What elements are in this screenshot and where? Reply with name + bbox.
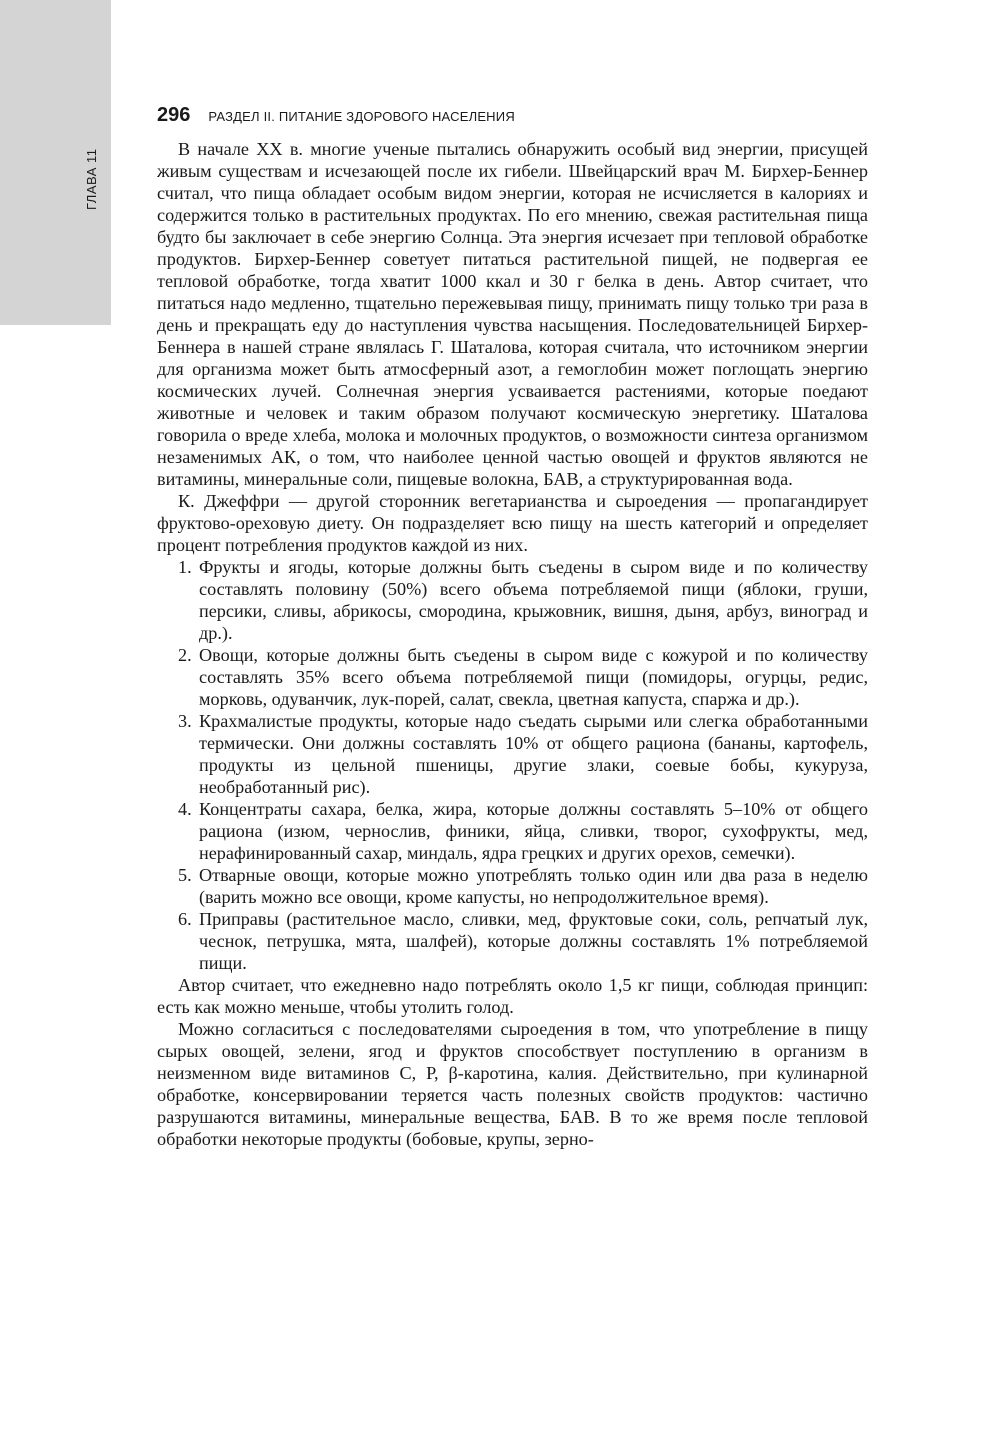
list-item-text: Концентраты сахара, белка, жира, которые должны составлять 5–10% от общего рациона (изюм, чернослив, финики, яйца, сливки, творог, сухофрукты, мед, нерафинированный сахар, миндаль, ядра грецких и других орехов, семечки).	[199, 799, 868, 863]
chapter-label: ГЛАВА 11	[84, 148, 99, 210]
list-item	[157, 798, 868, 864]
list-item-number: 4.	[178, 799, 192, 819]
list-item-text: Овощи, которые должны быть съедены в сыром виде с кожурой и по количеству составлять 35% всего объема потребляемой пищи (помидоры, огурцы, редис, морковь, одуванчик, лук-порей, салат, свекла, цветная капуста, спаржа и др.).	[199, 645, 868, 709]
list-item	[157, 556, 868, 644]
page-body	[157, 138, 868, 1150]
list-item-text: Отварные овощи, которые можно употреблять только один или два раза в неделю (варить можно все овощи, кроме капусты, но непродолжительное время).	[199, 865, 868, 907]
list-item-number: 3.	[178, 711, 192, 731]
running-head	[157, 104, 515, 127]
list-item-text: Крахмалистые продукты, которые надо съедать сырыми или слегка обработанными термически. Они должны составлять 10% от общего рациона (бананы, картофель, продукты из цельной пшеницы, другие злаки, соевые бобы, кукуруза, необработанный рис).	[199, 711, 868, 797]
list-item	[157, 864, 868, 908]
list-item	[157, 710, 868, 798]
list-item-text: Приправы (растительное масло, сливки, мед, фруктовые соки, соль, репчатый лук, чеснок, петрушка, мята, шалфей), которые должны составлять 1% потребляемой пищи.	[199, 909, 868, 973]
paragraph-jeffrey-intro: К. Джеффри — другой сторонник вегетарианства и сыроедения — пропагандирует фруктово-ореховую диету. Он подразделяет всю пищу на шесть категорий и определяет процент потребления продуктов каждой из них.	[157, 491, 868, 555]
paragraph-raw-food-benefits: Можно согласиться с последователями сыроедения в том, что употребление в пищу сырых овощей, зелени, ягод и фруктов способствует поступлению в организм в неизменном виде витаминов С, Р, β-каротина, калия. Действительно, при кулинарной обработке, консервировании теряется часть полезных свойств продуктов: частично разрушаются витамины, минеральные вещества, БАВ. В то же время после тепловой обработки некоторые продукты (бобовые, крупы, зерно-	[157, 1019, 868, 1149]
section-title: РАЗДЕЛ II. ПИТАНИЕ ЗДОРОВОГО НАСЕЛЕНИЯ	[208, 109, 515, 124]
page-number: 296	[157, 104, 191, 126]
list-item-number: 2.	[178, 645, 192, 665]
paragraph-bircher-benner: В начале XX в. многие ученые пытались обнаружить особый вид энергии, присущей живым существам и исчезающей после их гибели. Швейцарский врач М. Бирхер-Беннер считал, что пища обладает особым видом энергии, которая не исчисляется в калориях и содержится только в растительных продуктах. По его мнению, свежая растительная пища будто бы заключает в себе энергию Солнца. Эта энергия исчезает при тепловой обработке продуктов. Бирхер-Беннер советует питаться растительной пищей, не подвергая ее тепловой обработке, тогда хватит 1000 ккал и 30 г белка в день. Автор считает, что питаться надо медленно, тщательно пережевывая пищу, принимать пищу только три раза в день и прекращать еду до наступления чувства насыщения. Последовательницей Бирхер-Беннера в нашей стране являлась Г. Шаталова, которая считала, что источником энергии для организма может быть атмосферный азот, а гемоглобин может поглощать энергию космических лучей. Солнечная энергия усваивается растениями, которые поедают животные и человек и таким образом получают космическую энергетику. Шаталова говорила о вреде хлеба, молока и молочных продуктов, о возможности синтеза организмом незаменимых АК, о том, что наиболее ценной частью овощей и фруктов являются не витамины, минеральные соли, пищевые волокна, БАВ, а структурированная вода.	[157, 139, 868, 489]
list-item-number: 5.	[178, 865, 192, 885]
food-categories-list	[157, 556, 868, 974]
list-item	[157, 644, 868, 710]
list-item	[157, 908, 868, 974]
list-item-number: 1.	[178, 557, 192, 577]
list-item-number: 6.	[178, 909, 192, 929]
paragraph-daily-intake: Автор считает, что ежедневно надо потреблять около 1,5 кг пищи, соблюдая принцип: есть как можно меньше, чтобы утолить голод.	[157, 975, 868, 1017]
list-item-text: Фрукты и ягоды, которые должны быть съедены в сыром виде и по количеству составлять половину (50%) всего объема потребляемой пищи (яблоки, груши, персики, сливы, абрикосы, смородина, крыжовник, вишня, дыня, арбуз, виноград и др.).	[199, 557, 868, 643]
